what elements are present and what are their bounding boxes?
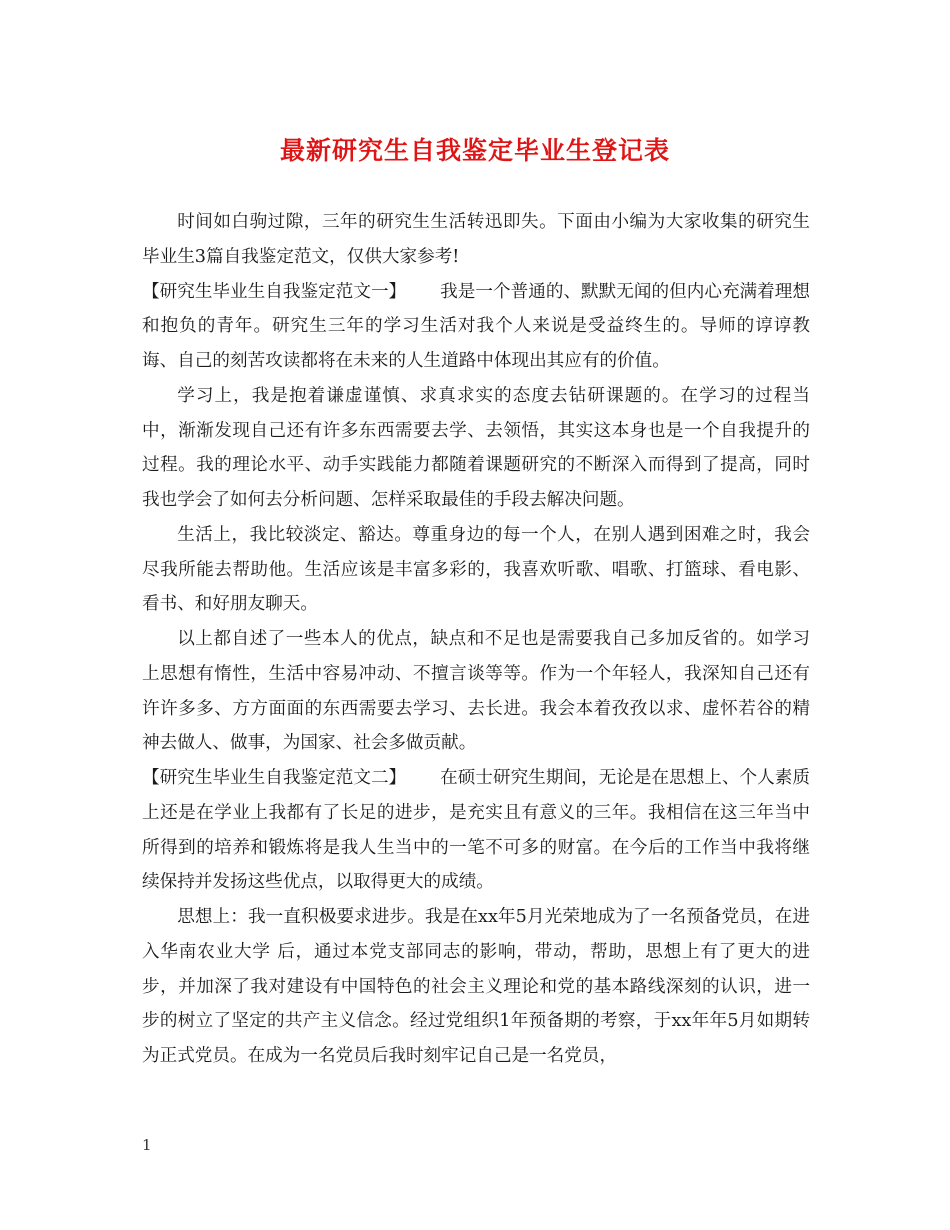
page-title: 最新研究生自我鉴定毕业生登记表 bbox=[279, 136, 670, 165]
ideology-paragraph: 思想上：我一直积极要求进步。我是在xx年5月光荣地成为了一名预备党员，在进入华南农业大学 后，通过本党支部同志的影响，带动，帮助，思想上有了更大的进步，并加深了我对建设有中国特色的社会主义理论和党的基本路线深刻的认识，进一步的树立了坚定的共产主义信念。经过党组织1年预备期的考察，于xx年年5月如期转为正式党员。在成为一名党员后我时刻牢记自己是一名党员， bbox=[142, 907, 810, 1066]
sample-one-opening-text: 我是一个普通的、默默无闻的但内心充满着理想和抱负的青年。研究生三年的学习生活对我个人来说是受益终生的。导师的谆谆教诲、自己的刻苦攻读都将在未来的人生道路中体现出其应有的价值。 bbox=[142, 281, 810, 371]
document-body bbox=[142, 205, 810, 1074]
intro-paragraph: 时间如白驹过隙，三年的研究生生活转迅即失。下面由小编为大家收集的研究生毕业生3篇自我鉴定范文，仅供大家参考! bbox=[142, 212, 810, 267]
shortcomings-paragraph: 以上都自述了一些本人的优点，缺点和不足也是需要我自己多加反省的。如学习上思想有惰性，生活中容易冲动、不擅言谈等等。作为一个年轻人，我深知自己还有许许多多、方方面面的东西需要去学习、去长进。我会本着孜孜以求、虚怀若谷的精神去做人、做事，为国家、社会多做贡献。 bbox=[142, 629, 810, 754]
page-number: 1 bbox=[142, 1136, 152, 1154]
sample-two-heading: 【研究生毕业生自我鉴定范文二】 bbox=[142, 768, 407, 788]
study-paragraph: 学习上，我是抱着谦虚谨慎、求真求实的态度去钻研课题的。在学习的过程当中，渐渐发现自己还有许多东西需要去学、去领悟，其实这本身也是一个自我提升的过程。我的理论水平、动手实践能力都随着课题研究的不断深入而得到了提高，同时我也学会了如何去分析问题、怎样采取最佳的手段去解决问题。 bbox=[142, 385, 810, 510]
sample-one-heading: 【研究生毕业生自我鉴定范文一】 bbox=[142, 281, 407, 302]
sample-one-opening-paragraph bbox=[142, 275, 810, 379]
life-paragraph: 生活上，我比较淡定、豁达。尊重身边的每一个人，在别人遇到困难之时，我会尽我所能去帮助他。生活应该是丰富多彩的，我喜欢听歌、唱歌、打篮球、看电影、看书、和好朋友聊天。 bbox=[142, 524, 810, 615]
sample-two-opening-paragraph bbox=[142, 761, 810, 900]
sample-two-opening-text: 在硕士研究生期间，无论是在思想上、个人素质上还是在学业上我都有了长足的进步，是充实且有意义的三年。我相信在这三年当中所得到的培养和锻炼将是我人生当中的一笔不可多的财富。在今后的工作当中我将继续保持并发扬这些优点，以取得更大的成绩。 bbox=[142, 768, 810, 893]
